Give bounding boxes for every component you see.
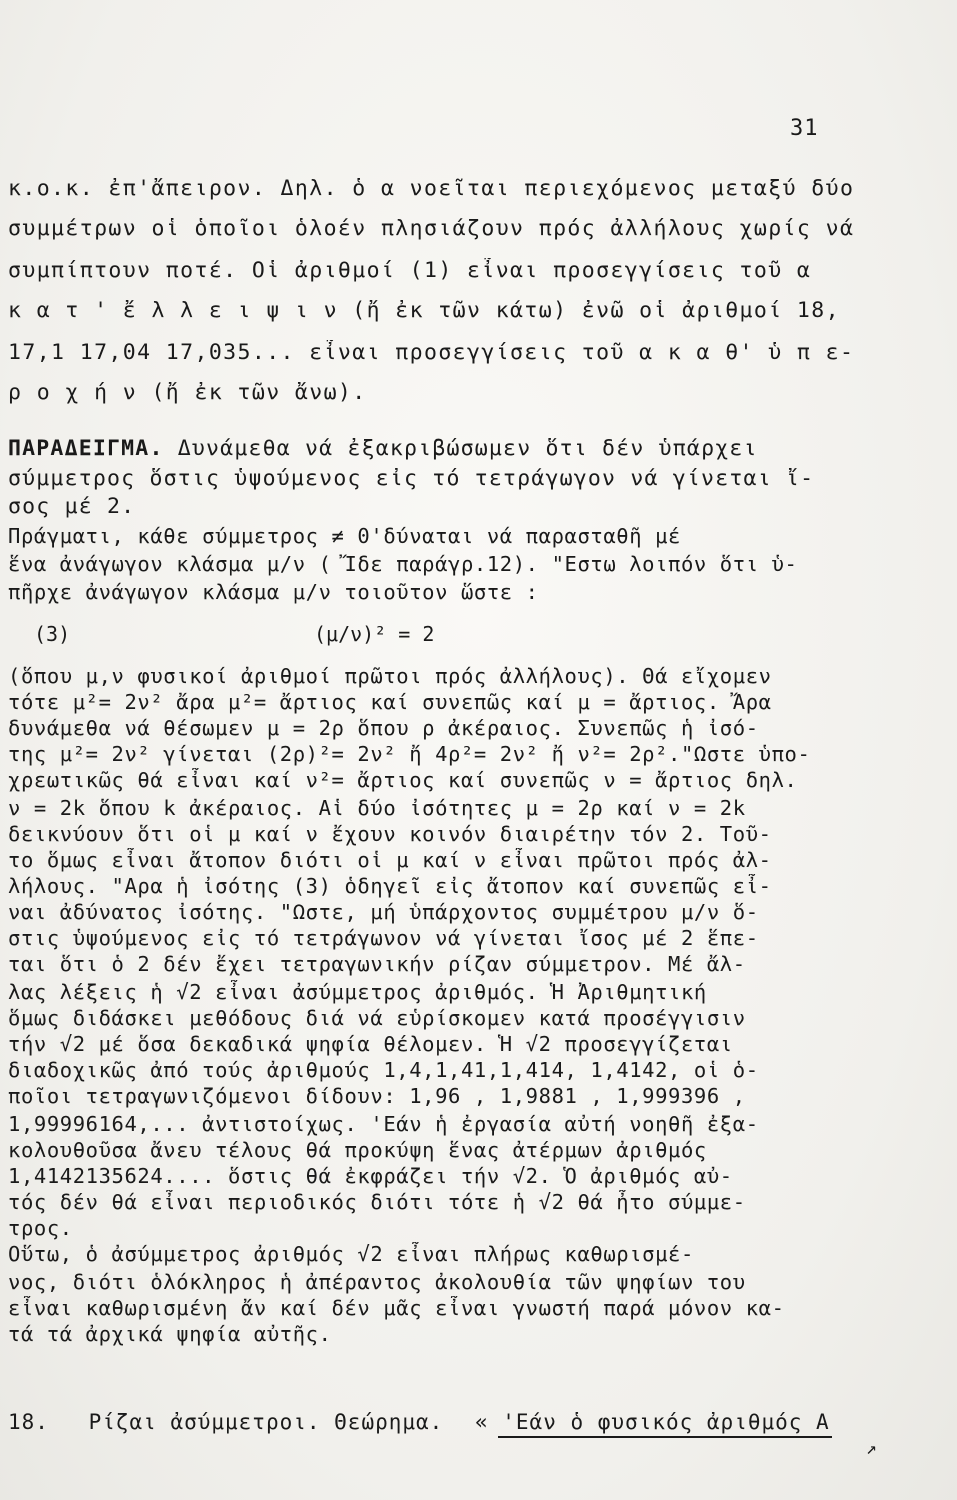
- text-line: τά τά ἀρχικά ψηφία αὐτῆς.: [8, 1322, 332, 1346]
- text-line: ναι ἀδύνατος ἰσότης. "Ωστε, μή ὑπάρχοντος συμμέτρου μ/ν ὅ-: [8, 900, 759, 924]
- text-line: τήν √2 μέ ὅσα δεκαδικά ψηφία θέλομεν. Ἡ √2 προσεγγίζεται: [8, 1032, 733, 1056]
- text-line: δεικνύουν ὅτι οἱ μ καί ν ἔχουν κοινόν διαιρέτην τόν 2. Τοῦ-: [8, 822, 772, 846]
- text-line: Πράγματι, κάθε σύμμετρος ≠ 0'δύναται νά παρασταθῆ μέ: [8, 524, 681, 548]
- text-line: ποῖοι τετραγωνιζόμενοι δίδουν: 1,96 , 1,9881 , 1,999396 ,: [8, 1084, 746, 1108]
- text-line: ν = 2k ὅπου k ἀκέραιος. Αἱ δύο ἰσότητες μ = 2ρ καί ν = 2k: [8, 796, 746, 820]
- text-line: κ.ο.κ. ἐπ'ἄπειρον. Δηλ. ὁ α νοεῖται περιεχόμενος μεταξύ δύο: [8, 176, 855, 201]
- section-statement-start: « 'Εάν ὁ φυσικός ἀριθμός Α: [474, 1410, 830, 1434]
- text-line: 17,1 17,04 17,035... εἶναι προσεγγίσεις τοῦ α κ α θ' ὑ π ε-: [8, 340, 855, 365]
- text-line: τός δέν θά εἶναι περιοδικός διότι τότε ἡ √2 θά ἦτο σύμμε-: [8, 1190, 746, 1214]
- text-line: το ὅμως εἶναι ἄτοπον διότι οἱ μ καί ν εἶναι πρῶτοι πρός ἀλ-: [8, 848, 772, 872]
- text-line: στις ὑψούμενος εἰς τό τετράγωνον νά γίνεται ἴσος μέ 2 ἕπε-: [8, 926, 759, 950]
- equation-number: (3): [34, 622, 71, 646]
- example-label: ΠΑΡΑΔΕΙΓΜΑ.: [8, 436, 164, 461]
- text-line: εἶναι καθωρισμένη ἄν καί δέν μᾶς εἶναι γνωστή παρά μόνον κα-: [8, 1296, 785, 1320]
- text-line: τρος.: [8, 1216, 73, 1240]
- text-line: ται ὅτι ὁ 2 δέν ἔχει τετραγωνικήν ρίζαν σύμμετρον. Μέ ἄλ-: [8, 952, 746, 976]
- text-line: λήλους. "Αρα ἡ ἰσότης (3) ὁδηγεῖ εἰς ἄτοπον καί συνεπῶς εἶ-: [8, 874, 772, 898]
- text-line: δυνάμεθα νά θέσωμεν μ = 2ρ ὅπου ρ ἀκέραιος. Συνεπῶς ἡ ἰσό-: [8, 716, 759, 740]
- text-line: 1,4142135624.... ὅστις θά ἐκφράζει τήν √2. Ὁ ἀριθμός αὐ-: [8, 1164, 733, 1188]
- text-line: σος μέ 2.: [8, 494, 136, 519]
- example-text: Δυνάμεθα νά ἐξακριβώσωμεν ὅτι δέν ὑπάρχει: [163, 436, 758, 461]
- text-line: της μ²= 2ν² γίνεται (2ρ)²= 2ν² ἤ 4ρ²= 2ν² ἤ ν²= 2ρ²."Ωστε ὑπο-: [8, 742, 811, 766]
- text-line: (ὅπου μ,ν φυσικοί ἀριθμοί πρῶτοι πρός ἀλλήλους). Θά εἴχομεν: [8, 664, 772, 688]
- text-line: πῆρχε ἀνάγωγον κλάσμα μ/ν τοιοῦτον ὥστε :: [8, 580, 539, 604]
- text-line: Οὕτω, ὁ ἀσύμμετρος ἀριθμός √2 εἶναι πλήρως καθωρισμέ-: [8, 1242, 694, 1266]
- equation-body: (μ/ν)² = 2: [314, 622, 435, 646]
- section-heading: [8, 1410, 877, 1434]
- text-line: ρ ο χ ή ν (ἤ ἐκ τῶν ἄνω).: [8, 380, 367, 405]
- text-line: κολουθοῦσα ἄνευ τέλους θά προκύψη ἕνας ἀτέρμων ἀριθμός: [8, 1138, 707, 1162]
- text-line: νος, διότι ὁλόκληρος ἡ ἀπέραντος ἀκολουθία τῶν ψηφίων του: [8, 1270, 746, 1294]
- equation-3: [34, 622, 435, 646]
- text-line: τότε μ²= 2ν² ἄρα μ²= ἄρτιος καί συνεπῶς καί μ = ἄρτιος. Ἄρα: [8, 690, 772, 714]
- text-line: λας λέξεις ἡ √2 εἶναι ἀσύμμετρος ἀριθμός. Ἡ Ἀριθμητική: [8, 980, 707, 1004]
- margin-mark-icon: ↗: [866, 1438, 877, 1459]
- text-line: κ α τ ' ἔ λ λ ε ι ψ ι ν (ἤ ἐκ τῶν κάτω) ἐνῶ οἱ ἀριθμοί 18,: [8, 298, 840, 323]
- example-heading-line: [8, 436, 877, 461]
- text-line: διαδοχικῶς ἀπό τούς ἀριθμούς 1,4,1,41,1,414, 1,4142, οἱ ὁ-: [8, 1058, 759, 1082]
- text-line: 1,99996164,... ἀντιστοίχως. 'Εάν ἡ ἐργασία αὐτή νοηθῆ ἐξα-: [8, 1112, 759, 1136]
- text-line: συμμέτρων οἱ ὁποῖοι ὁλοέν πλησιάζουν πρός ἀλλήλους χωρίς νά: [8, 216, 855, 241]
- page-number: 31: [790, 116, 819, 141]
- section-number: 18.: [8, 1410, 49, 1434]
- text-line: σύμμετρος ὅστις ὑψούμενος εἰς τό τετράγωγον νά γίνεται ἴ-: [8, 466, 815, 491]
- text-line: ὅμως διδάσκει μεθόδους διά νά εὑρίσκομεν κατά προσέγγισιν: [8, 1006, 746, 1030]
- section-title: Ρίζαι ἀσύμμετροι. Θεώρημα.: [88, 1410, 444, 1434]
- statement-underline: [498, 1436, 832, 1438]
- text-line: συμπίπτουν ποτέ. Οἱ ἀριθμοί (1) εἶναι προσεγγίσεις τοῦ α: [8, 258, 812, 283]
- text-line: ἕνα ἀνάγωγον κλάσμα μ/ν ( Ἴδε παράγρ.12). "Εστω λοιπόν ὅτι ὑ-: [8, 552, 798, 576]
- text-line: χρεωτικῶς θά εἶναι καί ν²= ἄρτιος καί συνεπῶς ν = ἄρτιος δηλ.: [8, 768, 798, 792]
